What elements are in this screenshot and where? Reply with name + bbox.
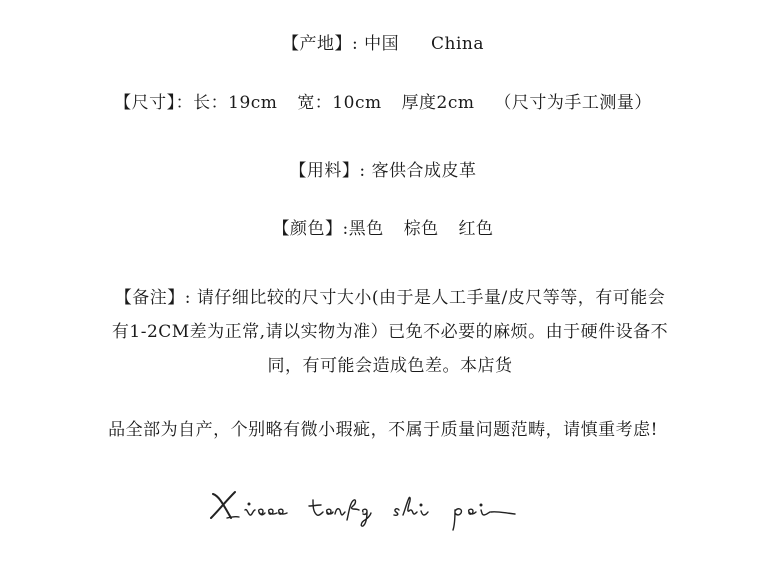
color-option-red: 红色 (458, 219, 494, 239)
remark-line-2: 有1-2CM差为正常,请以实物为准）已免不必要的麻烦。由于硬件设备不 (111, 322, 669, 342)
origin-value-cn: 中国 (364, 34, 400, 54)
material-label: 【用料】 (289, 161, 360, 181)
signature-graphic (205, 480, 585, 540)
color-separator: : (342, 219, 349, 239)
size-width: 宽：10cm (297, 93, 382, 113)
color-label: 【颜色】 (272, 219, 343, 239)
remark-line-1 (60, 281, 720, 315)
size-row (0, 93, 766, 113)
size-note: （尺寸为手工测量） (494, 93, 652, 113)
handwritten-signature (205, 480, 585, 540)
size-separator: ： (175, 93, 194, 113)
material-value: 客供合成皮革 (371, 161, 477, 181)
remark-text-1: 请仔细比较的尺寸大小(由于是人工手量/皮尺等等，有可能会 (196, 288, 666, 308)
remark-label: 【备注】 (114, 288, 185, 308)
origin-value-en: China (431, 34, 485, 54)
origin-separator: : (351, 34, 365, 54)
material-separator: : (359, 161, 372, 181)
size-thickness: 厚度2cm (401, 93, 475, 113)
color-option-black: 黑色 (348, 219, 384, 239)
size-length: 长：19cm (193, 93, 278, 113)
color-row (0, 219, 766, 239)
remark-block (60, 281, 720, 383)
remark-separator: : (184, 288, 197, 308)
origin-label: 【产地】 (281, 34, 352, 54)
color-option-brown: 棕色 (403, 219, 439, 239)
disclaimer-text: 品全部为自产，个别略有微小瑕疵，不属于质量问题范畴，请慎重考虑! (108, 420, 658, 440)
origin-row (0, 34, 766, 54)
remark-line-3: 同，有可能会造成色差。本店货 (267, 356, 513, 376)
material-row (0, 161, 766, 181)
size-label: 【尺寸】 (114, 93, 176, 113)
